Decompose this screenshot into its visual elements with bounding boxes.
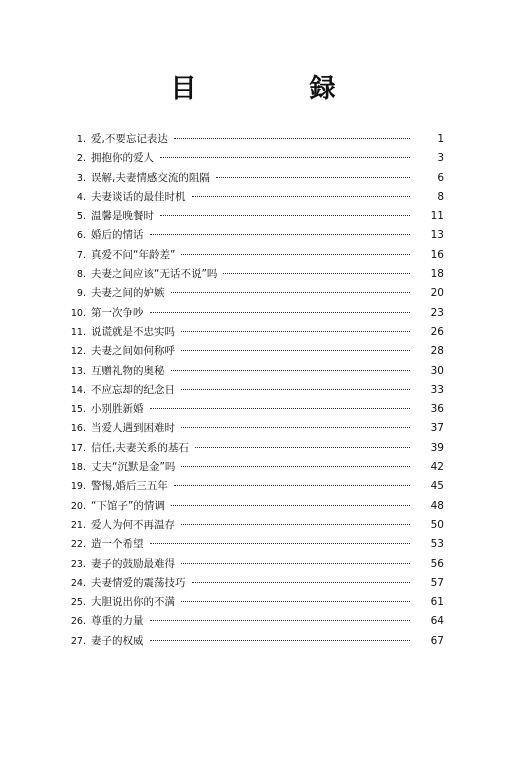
toc-entry — [66, 497, 444, 516]
toc-entry-title: 丈夫“沉默是金”吗 — [91, 461, 176, 474]
dot-leader — [171, 292, 411, 293]
page-title: 目 録 — [170, 74, 388, 104]
dot-leader — [171, 370, 411, 371]
dot-leader — [181, 563, 410, 564]
toc-entry — [66, 555, 444, 574]
toc-entry-number: 4. — [76, 191, 86, 203]
toc-entry-number: 24. — [70, 577, 86, 589]
toc-entry — [66, 188, 444, 207]
toc-entry-title: 警惕,婚后三五年 — [91, 480, 168, 493]
dot-leader — [195, 447, 410, 448]
toc-entry-title: 当爱人遇到困难时 — [91, 422, 175, 435]
dot-leader — [150, 234, 411, 235]
dot-leader — [181, 331, 410, 332]
toc-entry — [66, 632, 444, 651]
dot-leader — [181, 350, 410, 351]
toc-entry-title: 真爱不问“年龄差” — [91, 248, 176, 261]
toc-entry-title: 说谎就是不忠实吗 — [91, 325, 175, 338]
toc-entry-title: 夫妻之间应该“无话不说”吗 — [91, 268, 218, 281]
toc-entry-page: 61 — [430, 596, 444, 609]
toc-entry-title: 爱人为何不再温存 — [91, 518, 175, 531]
toc-entry-page: 18 — [430, 268, 444, 281]
toc-entry — [66, 342, 444, 361]
toc-entry — [66, 304, 444, 323]
toc-entry-page: 33 — [430, 383, 444, 396]
toc-entry-number: 16. — [70, 423, 86, 435]
toc-entry-page: 8 — [437, 190, 444, 203]
dot-leader — [150, 543, 411, 544]
toc-entry-number: 5. — [76, 211, 86, 223]
toc-entry-title: “下馆子”的情调 — [91, 499, 165, 512]
toc-entry — [66, 381, 444, 400]
dot-leader — [181, 427, 410, 428]
toc-entry-title: 夫妻情爱的震荡技巧 — [91, 576, 186, 589]
toc-entry-title: 误解,夫妻情感交流的阻隔 — [91, 171, 210, 184]
toc-entry-page: 39 — [430, 441, 444, 454]
toc-entry-number: 25. — [70, 597, 86, 609]
dot-leader — [192, 196, 411, 197]
dot-leader — [160, 157, 410, 158]
toc-entry-page: 64 — [430, 615, 444, 628]
toc-entry-number: 10. — [70, 307, 86, 319]
toc-entry-page: 50 — [430, 518, 444, 531]
toc-entry-number: 7. — [76, 249, 86, 261]
dot-leader — [150, 640, 411, 641]
toc-entry-number: 22. — [70, 539, 86, 551]
toc-entry-number: 9. — [76, 288, 86, 300]
toc-entry-number: 23. — [70, 558, 86, 570]
toc-entry-number: 2. — [76, 153, 86, 165]
toc-entry-title: 夫妻之间的妒嫉 — [91, 287, 165, 300]
toc-entry-page: 20 — [430, 287, 444, 300]
toc-entry — [66, 516, 444, 535]
toc-entry — [66, 149, 444, 168]
toc-entry-number: 8. — [76, 269, 86, 281]
toc-entry-page: 36 — [430, 403, 444, 416]
toc-entry — [66, 612, 444, 631]
toc-entry-number: 1. — [76, 134, 86, 145]
toc-entry-title: 小别胜新婚 — [91, 403, 144, 416]
toc-entry-title: 温馨是晚餐时 — [91, 210, 154, 223]
toc-entry-page: 45 — [430, 480, 444, 493]
toc-entry-title: 第一次争吵 — [91, 306, 144, 319]
toc-entry-number: 26. — [70, 616, 86, 628]
toc-entry — [66, 458, 444, 477]
toc-entry-title: 妻子的鼓励最难得 — [91, 557, 175, 570]
dot-leader — [181, 389, 410, 390]
toc-entry — [66, 535, 444, 554]
toc-entry-number: 19. — [70, 481, 86, 493]
toc-entry-title: 妻子的权威 — [91, 634, 144, 647]
toc-entry-number: 17. — [70, 442, 86, 454]
dot-leader — [160, 215, 410, 216]
toc-entry — [66, 400, 444, 419]
toc-entry — [66, 169, 444, 188]
dot-leader — [150, 620, 411, 621]
dot-leader — [181, 466, 410, 467]
toc-entry-title: 信任,夫妻关系的基石 — [91, 441, 189, 454]
toc-entry-title: 爱,不要忘记表达 — [91, 133, 168, 145]
toc-entry-number: 21. — [70, 519, 86, 531]
toc-entry-title: 夫妻之间如何称呼 — [91, 345, 175, 358]
toc-entry — [66, 207, 444, 226]
dot-leader — [174, 485, 410, 486]
toc-entry-page: 16 — [430, 248, 444, 261]
toc-entry-number: 11. — [70, 326, 86, 338]
toc-entry — [66, 419, 444, 438]
toc-entry-title: 不应忘却的纪念日 — [91, 383, 175, 396]
toc-entry-title: 拥抱你的爱人 — [91, 152, 154, 165]
dot-leader — [150, 408, 411, 409]
toc-entry — [66, 593, 444, 612]
dot-leader — [171, 505, 410, 506]
toc-entry-number: 27. — [70, 635, 86, 647]
toc-entry — [66, 439, 444, 458]
toc-entry-title: 大胆说出你的不满 — [91, 596, 175, 609]
toc-entry — [66, 323, 444, 342]
table-of-contents — [66, 130, 444, 651]
toc-entry-page: 11 — [430, 210, 444, 223]
toc-entry-title: 夫妻谈话的最佳时机 — [91, 190, 186, 203]
toc-entry-page: 28 — [430, 345, 444, 358]
toc-entry — [66, 362, 444, 381]
toc-entry-page: 48 — [430, 499, 444, 512]
toc-entry-title: 互赠礼物的奥秘 — [91, 364, 165, 377]
toc-entry-page: 53 — [430, 538, 444, 551]
toc-entry — [66, 130, 444, 149]
toc-entry-number: 12. — [70, 346, 86, 358]
toc-entry-number: 3. — [76, 172, 86, 184]
toc-entry-page: 13 — [430, 229, 444, 242]
toc-entry-page: 37 — [430, 422, 444, 435]
toc-entry-number: 18. — [70, 462, 86, 474]
dot-leader — [181, 601, 410, 602]
toc-entry-page: 42 — [430, 461, 444, 474]
dot-leader — [216, 177, 410, 178]
toc-entry — [66, 246, 444, 265]
toc-entry-page: 67 — [430, 634, 444, 647]
toc-entry-title: 尊重的力量 — [91, 615, 144, 628]
toc-entry-page: 30 — [430, 364, 444, 377]
toc-entry-page: 57 — [430, 576, 444, 589]
toc-entry-number: 13. — [70, 365, 86, 377]
dot-leader — [174, 138, 410, 139]
toc-entry-page: 1 — [437, 133, 444, 145]
toc-entry-number: 6. — [76, 230, 86, 242]
toc-entry-page: 6 — [437, 171, 444, 184]
toc-entry-page: 23 — [430, 306, 444, 319]
toc-entry-number: 14. — [70, 384, 86, 396]
toc-entry — [66, 265, 444, 284]
toc-entry-page: 56 — [430, 557, 444, 570]
toc-entry — [66, 574, 444, 593]
toc-entry-page: 26 — [430, 325, 444, 338]
toc-entry-number: 20. — [70, 500, 86, 512]
dot-leader — [223, 273, 410, 274]
dot-leader — [192, 582, 411, 583]
toc-entry-number: 15. — [70, 404, 86, 416]
dot-leader — [181, 254, 410, 255]
toc-entry-page: 3 — [437, 152, 444, 165]
toc-entry-title: 婚后的情话 — [91, 229, 144, 242]
toc-entry-title: 造一个希望 — [91, 538, 144, 551]
toc-entry — [66, 284, 444, 303]
dot-leader — [181, 524, 410, 525]
dot-leader — [150, 312, 411, 313]
toc-entry — [66, 477, 444, 496]
toc-entry — [66, 226, 444, 245]
